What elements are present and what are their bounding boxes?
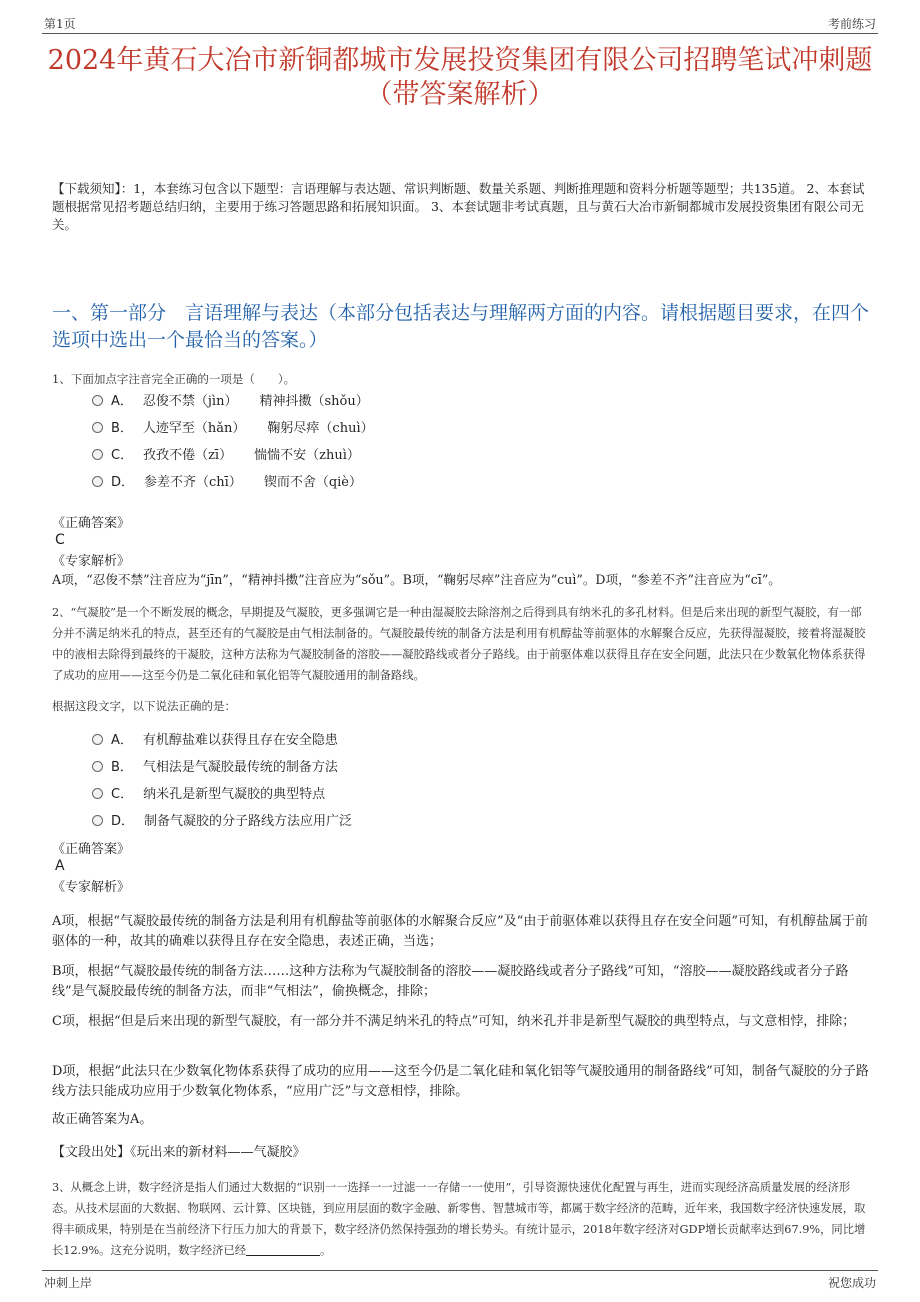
radio-icon[interactable] (92, 815, 103, 826)
q1-option-c[interactable]: C． 孜孜不倦（zī） 惴惴不安（zhuì） (92, 447, 360, 465)
q1-stem: 1、下面加点字注音完全正确的一项是（ ）。 (52, 372, 296, 386)
q2-option-b[interactable]: B． 气相法是气凝胶最传统的制备方法 (92, 759, 338, 777)
q2-passage: 2、“气凝胶”是一个不断发展的概念，早期提及气凝胶，更多强调它是一种由湿凝胶去除溶剂之后得到具有纳米孔的多孔材料。但是后来出现的新型气凝胶，有一部分并不满足纳米孔的特点，甚至还有的气凝胶是由气相法制备的。气凝胶最传统的制备方法是利用有机醇盐等前驱体的水解聚合反应，先获得湿凝胶，接着将湿凝胶中的液相去除得到最终的干凝胶，这种方法称为气凝胶制备的溶胶——凝胶路线或者分子路线。由于前驱体难以获得且存在安全问题，此法只在少数氧化物体系获得了成功的应用——这至今仍是二氧化硅和氧化铝等气凝胶通用的制备路线。 (52, 606, 866, 682)
header-right-label: 考前练习 (827, 17, 876, 31)
q1-option-d[interactable]: D． 参差不齐（chī） 锲而不舍（qiè） (92, 474, 362, 492)
q3-passage: 3、从概念上讲，数字经济是指人们通过大数据的“识别一一选择一一过滤一一存储一一使用”，引导资源快速优化配置与再生，进而实现经济高质量发展的经济形态。从技术层面的大数据、物联网、云计算、区块链，到应用层面的数字金融、新零售、智慧城市等，都属于数字经济的范畴，近年来，我国数字经济快速发展，取得丰硕成果，特别是在当前经济下行压力加大的背景下，数字经济仍然保持强劲的增长势头。有统计显示，2018年数字经济对GDP增长贡献率达到67.9%，同比增长12.9%。这充分说明，数字经济已经 。 (52, 1181, 866, 1257)
q2-option-a[interactable]: A． 有机醇盐难以获得且存在安全隐患 (92, 732, 338, 750)
q2-analysis-b: B项，根据“气凝胶最传统的制备方法……这种方法称为气凝胶制备的溶胶——凝胶路线或者分子路线”可知，“溶胶——凝胶路线或者分子路线”是气凝胶最传统的制备方法，而非“气相法”，偷换概念，排除； (52, 964, 849, 999)
document-title: 2024年黄石大冶市新铜都城市发展投资集团有限公司招聘笔试冲刺题（带答案解析） (47, 45, 873, 110)
q2-analysis-label: 《专家解析》 (52, 880, 131, 895)
answer-blank[interactable] (246, 1243, 320, 1256)
q2-conclusion: 故正确答案为A。 (52, 1112, 153, 1127)
radio-icon[interactable] (92, 422, 103, 433)
q1-analysis: A项，“忍俊不禁”注音应为“jīn”，“精神抖擞”注音应为“sǒu”。B项，“鞠躬尽瘁”注音应为“cuì”。D项，“参差不齐”注音应为“cī”。 (52, 572, 781, 587)
page-number: 第1页 (44, 17, 76, 31)
radio-icon[interactable] (92, 734, 103, 745)
radio-icon[interactable] (92, 449, 103, 460)
q1-correct-label: 《正确答案》 (52, 516, 131, 531)
q1-answer: C (55, 532, 65, 548)
q2-option-d[interactable]: D． 制备气凝胶的分子路线方法应用广泛 (92, 813, 352, 831)
footer-right-label: 祝您成功 (827, 1276, 876, 1290)
q2-source: 【文段出处】《玩出来的新材料——气凝胶》 (52, 1145, 306, 1160)
radio-icon[interactable] (92, 788, 103, 799)
q2-option-c[interactable]: C． 纳米孔是新型气凝胶的典型特点 (92, 786, 325, 804)
download-notice: 【下载须知】：1，本套练习包含以下题型：言语理解与表达题、常识判断题、数量关系题、判断推理题和资料分析题等题型；共135道。 2、本套试题根据常见招考题总结归纳，主要用于练习答题思路和拓展知识面。 3、本套试题非考试真题，且与黄石大冶市新铜都城市发展投资集团有限公司无关。 (52, 181, 865, 232)
q2-analysis-c: C项，根据“但是后来出现的新型气凝胶，有一部分并不满足纳米孔的特点”可知，纳米孔并非是新型气凝胶的典型特点，与文意相悖，排除； (52, 1014, 856, 1029)
q2-stem: 根据这段文字，以下说法正确的是： (52, 699, 236, 713)
section-heading: 一、第一部分 言语理解与表达（本部分包括表达与理解两方面的内容。请根据题目要求，在四个选项中选出一个最恰当的答案。） (52, 302, 870, 351)
radio-icon[interactable] (92, 476, 103, 487)
footer-left-label: 冲刺上岸 (44, 1276, 93, 1290)
q1-option-b[interactable]: B． 人迹罕至（hǎn） 鞠躬尽瘁（chuì） (92, 420, 374, 438)
footer-rule (42, 1270, 878, 1271)
q2-correct-label: 《正确答案》 (52, 842, 131, 857)
q2-analysis-a: A项，根据“气凝胶最传统的制备方法是利用有机醇盐等前驱体的水解聚合反应”及“由于前驱体难以获得且存在安全问题”可知，有机醇盐属于前驱体的一种，故其的确难以获得且存在安全隐患，表述正确，当选； (52, 914, 868, 949)
radio-icon[interactable] (92, 395, 103, 406)
q1-option-a[interactable]: A． 忍俊不禁（jìn） 精神抖擞（shǒu） (92, 393, 369, 411)
radio-icon[interactable] (92, 761, 103, 772)
q1-analysis-label: 《专家解析》 (52, 554, 131, 569)
q2-analysis-d: D项，根据“此法只在少数氧化物体系获得了成功的应用——这至今仍是二氧化硅和氧化铝等气凝胶通用的制备路线”可知，制备气凝胶的分子路线方法只能成功应用于少数氧化物体系，“应用广泛”与文意相悖，排除。 (52, 1064, 869, 1099)
q2-answer: A (55, 858, 65, 874)
header-rule (42, 33, 878, 34)
